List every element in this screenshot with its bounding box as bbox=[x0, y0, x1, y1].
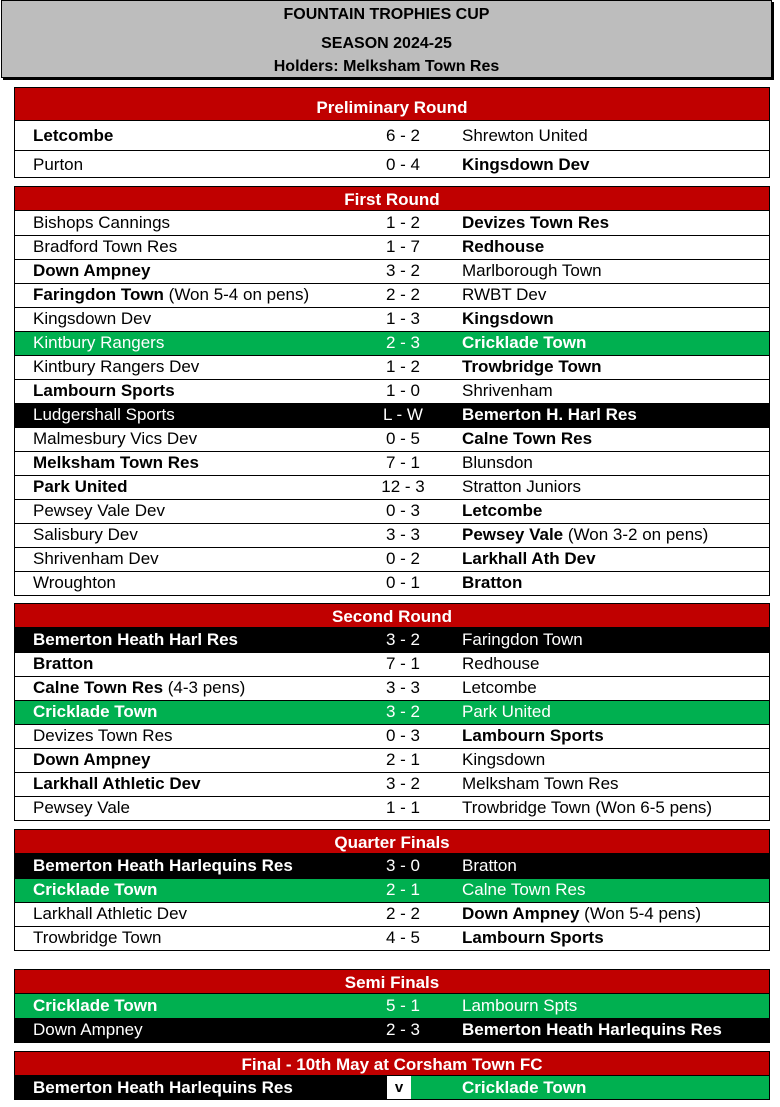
match-row bbox=[15, 355, 769, 379]
match-score: 0 - 2 bbox=[385, 549, 421, 568]
semi-finals-section bbox=[14, 969, 770, 1043]
match-score: 0 - 1 bbox=[385, 573, 421, 592]
match-row bbox=[15, 652, 769, 676]
final-section bbox=[14, 1051, 770, 1100]
away-team: Marlborough Town bbox=[462, 261, 602, 280]
away-team: Lambourn Spts bbox=[462, 996, 578, 1015]
match-row bbox=[15, 796, 769, 820]
match-score: 3 - 3 bbox=[385, 678, 421, 697]
match-score: 1 - 3 bbox=[385, 309, 421, 328]
home-team: Bemerton Heath Harlequins Res bbox=[33, 1078, 293, 1097]
match-score: 7 - 1 bbox=[385, 453, 421, 472]
away-team: Bemerton Heath Harlequins Res bbox=[462, 1020, 722, 1039]
match-score: 2 - 3 bbox=[385, 333, 421, 352]
match-row bbox=[15, 724, 769, 748]
away-team: Kingsdown bbox=[462, 309, 554, 328]
away-team: Lambourn Sports bbox=[462, 928, 604, 947]
home-team: Bemerton Heath Harlequins Res bbox=[33, 856, 293, 875]
match-row bbox=[15, 121, 769, 150]
match-row bbox=[15, 307, 769, 331]
away-team: Park United bbox=[462, 702, 551, 721]
home-team: Letcombe bbox=[33, 126, 114, 145]
away-team: Lambourn Sports bbox=[462, 726, 604, 745]
home-team: Cricklade Town bbox=[33, 996, 158, 1015]
away-team: Faringdon Town bbox=[462, 630, 583, 649]
preliminary-round-section bbox=[14, 87, 770, 178]
away-team: Shrewton United bbox=[462, 126, 588, 145]
match-score: 6 - 2 bbox=[385, 126, 421, 145]
match-score: 2 - 2 bbox=[385, 904, 421, 923]
away-team: Down Ampney bbox=[462, 904, 580, 923]
match-score: 1 - 2 bbox=[385, 357, 421, 376]
match-row-highlight-black bbox=[15, 1018, 769, 1042]
match-score: 12 - 3 bbox=[381, 477, 425, 496]
section-header: Semi Finals bbox=[15, 970, 769, 994]
away-team: Bratton bbox=[462, 573, 523, 592]
match-score: 2 - 1 bbox=[385, 750, 421, 769]
home-team: Bratton bbox=[33, 654, 94, 673]
away-team: Stratton Juniors bbox=[462, 477, 582, 496]
match-score: 3 - 2 bbox=[385, 630, 421, 649]
penalty-note: (4-3 pens) bbox=[163, 678, 246, 697]
home-team: Down Ampney bbox=[33, 750, 151, 769]
match-row-highlight-black bbox=[15, 628, 769, 652]
home-team: Down Ampney bbox=[33, 1020, 143, 1039]
match-row-highlight-green bbox=[15, 700, 769, 724]
home-team: Cricklade Town bbox=[33, 702, 158, 721]
home-team: Purton bbox=[33, 155, 84, 174]
match-row-highlight-black bbox=[15, 854, 769, 878]
title-box bbox=[1, 0, 772, 78]
final-match-row bbox=[15, 1076, 769, 1099]
away-team: RWBT Dev bbox=[462, 285, 547, 304]
holders-label: Holders: Melksham Town Res bbox=[273, 58, 500, 75]
match-row bbox=[15, 475, 769, 499]
match-score: 2 - 2 bbox=[385, 285, 421, 304]
match-row-highlight-black bbox=[15, 403, 769, 427]
home-team: Kintbury Rangers Dev bbox=[33, 357, 200, 376]
away-team: Bratton bbox=[462, 856, 517, 875]
match-score: 0 - 3 bbox=[385, 726, 421, 745]
penalty-note: (Won 3-2 on pens) bbox=[563, 525, 709, 544]
match-score: 1 - 1 bbox=[385, 798, 421, 817]
match-row bbox=[15, 523, 769, 547]
match-row bbox=[15, 259, 769, 283]
away-team: Letcombe bbox=[462, 678, 537, 697]
home-team: Salisbury Dev bbox=[33, 525, 138, 544]
match-row bbox=[15, 571, 769, 595]
home-team: Faringdon Town bbox=[33, 285, 164, 304]
away-team: Melksham Town Res bbox=[462, 774, 619, 793]
match-row bbox=[15, 150, 769, 177]
home-team: Calne Town Res bbox=[33, 678, 164, 697]
match-score: 0 - 3 bbox=[385, 501, 421, 520]
section-header: First Round bbox=[15, 187, 769, 211]
match-row bbox=[15, 235, 769, 259]
match-row bbox=[15, 379, 769, 403]
section-header: Preliminary Round bbox=[15, 88, 769, 121]
home-team: Ludgershall Sports bbox=[33, 405, 175, 424]
away-team: Calne Town Res bbox=[462, 880, 586, 899]
away-team: Pewsey Vale bbox=[462, 525, 564, 544]
home-team: Larkhall Athletic Dev bbox=[33, 774, 201, 793]
home-team: Pewsey Vale Dev bbox=[33, 501, 165, 520]
home-team: Shrivenham Dev bbox=[33, 549, 159, 568]
away-team: Redhouse bbox=[462, 654, 540, 673]
away-team: Shrivenham bbox=[462, 381, 553, 400]
home-team: Malmesbury Vics Dev bbox=[33, 429, 198, 448]
home-team: Bradford Town Res bbox=[33, 237, 178, 256]
home-team: Pewsey Vale bbox=[33, 798, 131, 817]
home-team: Melksham Town Res bbox=[33, 453, 199, 472]
competition-title: FOUNTAIN TROPHIES CUP bbox=[283, 6, 490, 23]
home-team: Bemerton Heath Harl Res bbox=[33, 630, 239, 649]
home-team: Kingsdown Dev bbox=[33, 309, 152, 328]
match-score: 3 - 2 bbox=[385, 261, 421, 280]
match-score: L - W bbox=[383, 405, 423, 424]
match-score: 3 - 3 bbox=[385, 525, 421, 544]
home-team: Down Ampney bbox=[33, 261, 151, 280]
match-score: 4 - 5 bbox=[385, 928, 421, 947]
home-team: Park United bbox=[33, 477, 128, 496]
home-team: Wroughton bbox=[33, 573, 116, 592]
away-team: Larkhall Ath Dev bbox=[462, 549, 596, 568]
match-row-highlight-green bbox=[15, 878, 769, 902]
away-team: Cricklade Town bbox=[462, 333, 587, 352]
match-row bbox=[15, 926, 769, 950]
match-score: 1 - 0 bbox=[385, 381, 421, 400]
match-row bbox=[15, 748, 769, 772]
away-team: Cricklade Town bbox=[462, 1078, 587, 1097]
home-team: Trowbridge Town bbox=[33, 928, 162, 947]
match-score: 3 - 2 bbox=[385, 702, 421, 721]
penalty-note: (Won 6-5 pens) bbox=[590, 798, 713, 817]
match-row bbox=[15, 499, 769, 523]
section-header: Second Round bbox=[15, 604, 769, 628]
match-row bbox=[15, 676, 769, 700]
home-team: Larkhall Athletic Dev bbox=[33, 904, 188, 923]
match-row-highlight-green bbox=[15, 331, 769, 355]
match-score: 2 - 3 bbox=[385, 1020, 421, 1039]
match-score: 2 - 1 bbox=[385, 880, 421, 899]
match-score: 1 - 2 bbox=[385, 213, 421, 232]
match-score: 1 - 7 bbox=[385, 237, 421, 256]
final-away-cell bbox=[411, 1076, 769, 1099]
section-header: Quarter Finals bbox=[15, 830, 769, 854]
match-score: 3 - 2 bbox=[385, 774, 421, 793]
away-team: Calne Town Res bbox=[462, 429, 593, 448]
away-team: Redhouse bbox=[462, 237, 545, 256]
away-team: Bemerton H. Harl Res bbox=[462, 405, 637, 424]
home-team: Kintbury Rangers bbox=[33, 333, 165, 352]
away-team: Devizes Town Res bbox=[462, 213, 610, 232]
quarter-finals-section bbox=[14, 829, 770, 951]
match-row bbox=[15, 427, 769, 451]
first-round-section bbox=[14, 186, 770, 596]
penalty-note: (Won 5-4 on pens) bbox=[163, 285, 310, 304]
versus-label: v bbox=[387, 1076, 411, 1099]
home-team: Bishops Cannings bbox=[33, 213, 171, 232]
home-team: Lambourn Sports bbox=[33, 381, 175, 400]
season-label: SEASON 2024-25 bbox=[321, 35, 452, 52]
away-team: Trowbridge Town bbox=[462, 357, 602, 376]
away-team: Kingsdown Dev bbox=[462, 155, 590, 174]
match-score: 5 - 1 bbox=[385, 996, 421, 1015]
home-team: Cricklade Town bbox=[33, 880, 158, 899]
match-score: 3 - 0 bbox=[385, 856, 421, 875]
match-row bbox=[15, 902, 769, 926]
home-team: Devizes Town Res bbox=[33, 726, 173, 745]
match-row bbox=[15, 451, 769, 475]
away-team: Kingsdown bbox=[462, 750, 546, 769]
match-row bbox=[15, 547, 769, 571]
match-row bbox=[15, 772, 769, 796]
section-header: Final - 10th May at Corsham Town FC bbox=[15, 1052, 769, 1076]
away-team: Letcombe bbox=[462, 501, 543, 520]
away-team: Trowbridge Town bbox=[462, 798, 591, 817]
penalty-note: (Won 5-4 pens) bbox=[579, 904, 702, 923]
match-score: 0 - 5 bbox=[385, 429, 421, 448]
match-row-highlight-green bbox=[15, 994, 769, 1018]
final-home-cell bbox=[15, 1076, 387, 1099]
match-row bbox=[15, 283, 769, 307]
away-team: Blunsdon bbox=[462, 453, 533, 472]
match-row bbox=[15, 211, 769, 235]
second-round-section bbox=[14, 603, 770, 821]
match-score: 0 - 4 bbox=[385, 155, 421, 174]
match-score: 7 - 1 bbox=[385, 654, 421, 673]
